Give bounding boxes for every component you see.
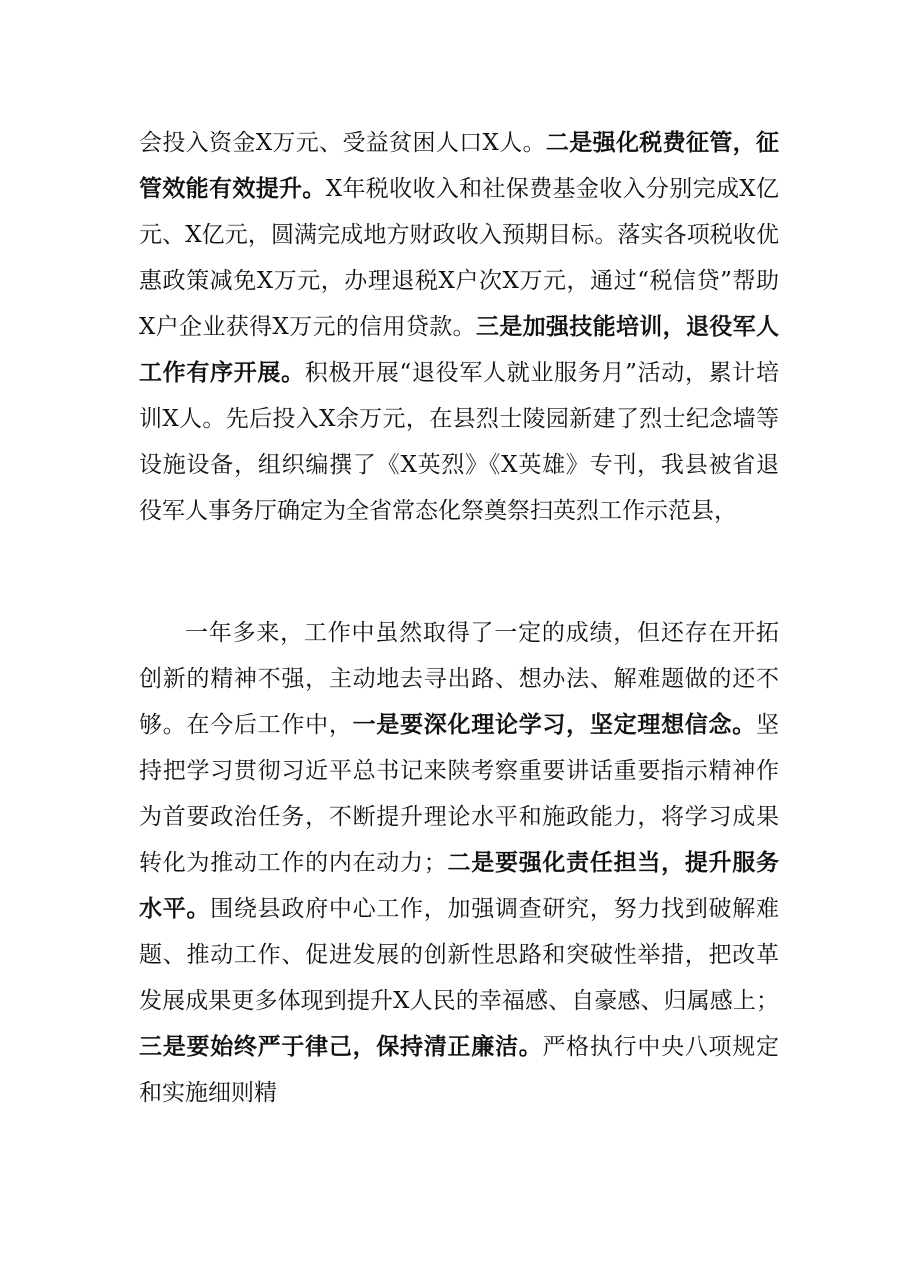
heading-tax-collection: 二是强化税费征管，征管效能有效提升。 [139,129,780,202]
heading-theory-study: 一是要深化理论学习，坚定理想信念。 [352,711,757,738]
text-segment: 会投入资金X万元、受益贫困人口X人。 [139,130,546,156]
heading-veterans-training: 三是加强技能培训，退役军人工作有序开展。 [139,313,780,386]
text-segment: 围绕县政府中心工作，加强调查研究，努力找到破解难题、推动工作、促进发展的创新性思路和突破性举措，把改革发展成果更多体现到提升X人民的幸福感、自豪感、归属感上； [139,896,780,1014]
text-segment: 严格执行中央八项规定和实施细则精 [139,1034,780,1106]
paragraph-future-work [139,610,779,1116]
paragraph-text [139,120,779,534]
heading-integrity: 三是要始终严于律己，保持清正廉洁。 [139,1033,543,1060]
paragraph-text [139,610,779,1116]
text-segment: 积极开展“退役军人就业服务月”活动，累计培训X人。先后投入X余万元，在县烈士陵园新建了烈士纪念墙等设施设备，组织编撰了《X英烈》《X英雄》专刊，我县被省退役军人事务厅确定为全省常态化祭奠祭扫英烈工作示范县， [139,360,779,524]
text-segment: 一年多来，工作中虽然取得了一定的成绩，但还存在开拓创新的精神不强，主动地去寻出路、想办法、解难题做的还不够。在今后工作中， [139,620,779,738]
text-segment: X年税收收入和社保费基金收入分别完成X亿元、X亿元，圆满完成地方财政收入预期目标。落实各项税收优惠政策减免X万元，办理退税X户次X万元，通过“税信贷”帮助X户企业获得X万元的信用贷款。 [139,176,780,340]
heading-responsibility: 二是要强化责任担当，提升服务水平。 [139,849,780,922]
paragraph-achievements [139,120,779,534]
text-segment: 坚持把学习贯彻习近平总书记来陕考察重要讲话重要指示精神作为首要政治任务，不断提升理论水平和施政能力，将学习成果转化为推动工作的内在动力； [139,712,780,876]
